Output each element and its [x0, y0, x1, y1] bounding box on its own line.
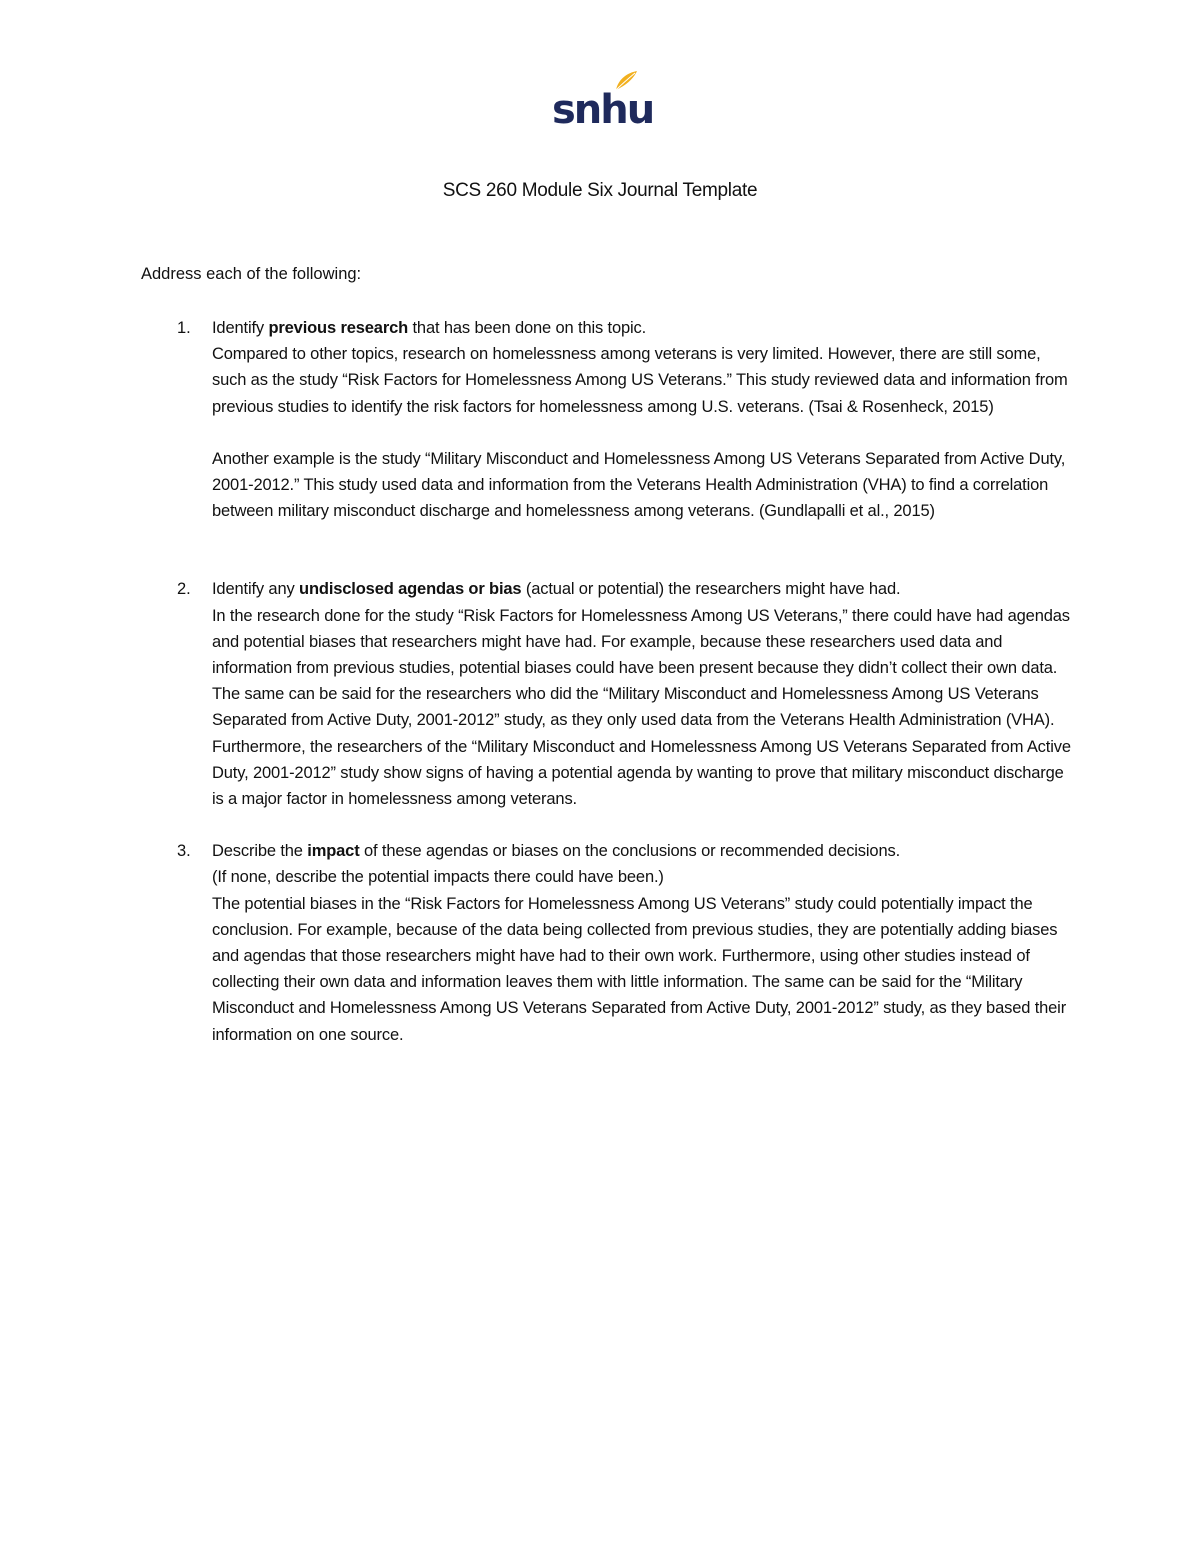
prompt-keyword: impact — [307, 842, 360, 861]
list-item — [141, 576, 1071, 812]
prompt-text: Describe the — [212, 842, 308, 861]
prompt-keyword: previous research — [268, 319, 409, 337]
page-title: SCS 260 Module Six Journal Template — [442, 180, 758, 201]
item-response: The potential biases in the “Risk Factors for Homelessness Among US Veterans” study could potentially impact the conclusion. For example, because of the data being collected from previous studies, they are potentially adding biases and agendas that those researchers might have had to their own work. Furthermore, using other studies instead of collecting their own data and information leaves them with little information. The same can be said for the “Military Misconduct and Homelessness Among US Veterans Separated from Active Duty, 2001-2012” study, as they based their information on one source. — [212, 894, 1067, 1044]
logo-wordmark: snhu — [552, 87, 654, 133]
prompt-keyword: undisclosed agendas or bias — [299, 580, 522, 599]
intro-text: Address each of the following: — [141, 265, 362, 283]
item-number: 2. — [177, 580, 191, 599]
prompt-text: of these agendas or biases on the conclusions or recommended decisions. — [359, 842, 901, 861]
item-number: 3. — [177, 842, 191, 861]
item-prompt — [212, 576, 1071, 602]
item-response: Compared to other topics, research on homelessness among veterans is very limited. However, there are still some, such as the study “Risk Factors for Homelessness Among US Veterans.” This study reviewed data and information from previous studies to identify the risk factors for homelessness among U.S. veterans. (Tsai & Rosenheck, 2015) — [212, 345, 1068, 416]
item-prompt — [212, 315, 1071, 341]
item-prompt — [212, 838, 1071, 864]
prompt-text: that has been done on this topic. — [408, 319, 647, 337]
question-list — [141, 315, 1071, 1048]
item-number: 1. — [177, 319, 191, 337]
list-item — [141, 838, 1071, 1048]
item-prompt-note: (If none, describe the potential impacts there could have been.) — [212, 868, 664, 887]
prompt-text: Identify — [212, 319, 269, 337]
list-item — [141, 315, 1071, 524]
prompt-text: (actual or potential) the researchers might have had. — [521, 580, 901, 599]
item-response: In the research done for the study “Risk Factors for Homelessness Among US Veterans,” there could have had agendas and potential biases that researchers might have had. For example, because these researchers used data and information from previous studies, potential biases could have been present because they didn’t collect their own data. The same can be said for the researchers who did the “Military Misconduct and Homelessness Among US Veterans Separated from Active Duty, 2001-2012” study, as they only used data from the Veterans Health Administration (VHA). Furthermore, the researchers of the “Military Misconduct and Homelessness Among US Veterans Separated from Active Duty, 2001-2012” study show signs of having a potential agenda by wanting to prove that military misconduct discharge is a major factor in homelessness among veterans. — [212, 606, 1071, 809]
item-response: Another example is the study “Military Misconduct and Homelessness Among US Veterans Separated from Active Duty, 2001-2012.” This study used data and information from the Veterans Health Administration (VHA) to find a correlation between military misconduct discharge and homelessness among veterans. (Gundlapalli et al., 2015) — [212, 449, 1066, 521]
prompt-text: Identify any — [212, 580, 300, 599]
snhu-logo — [552, 70, 654, 136]
